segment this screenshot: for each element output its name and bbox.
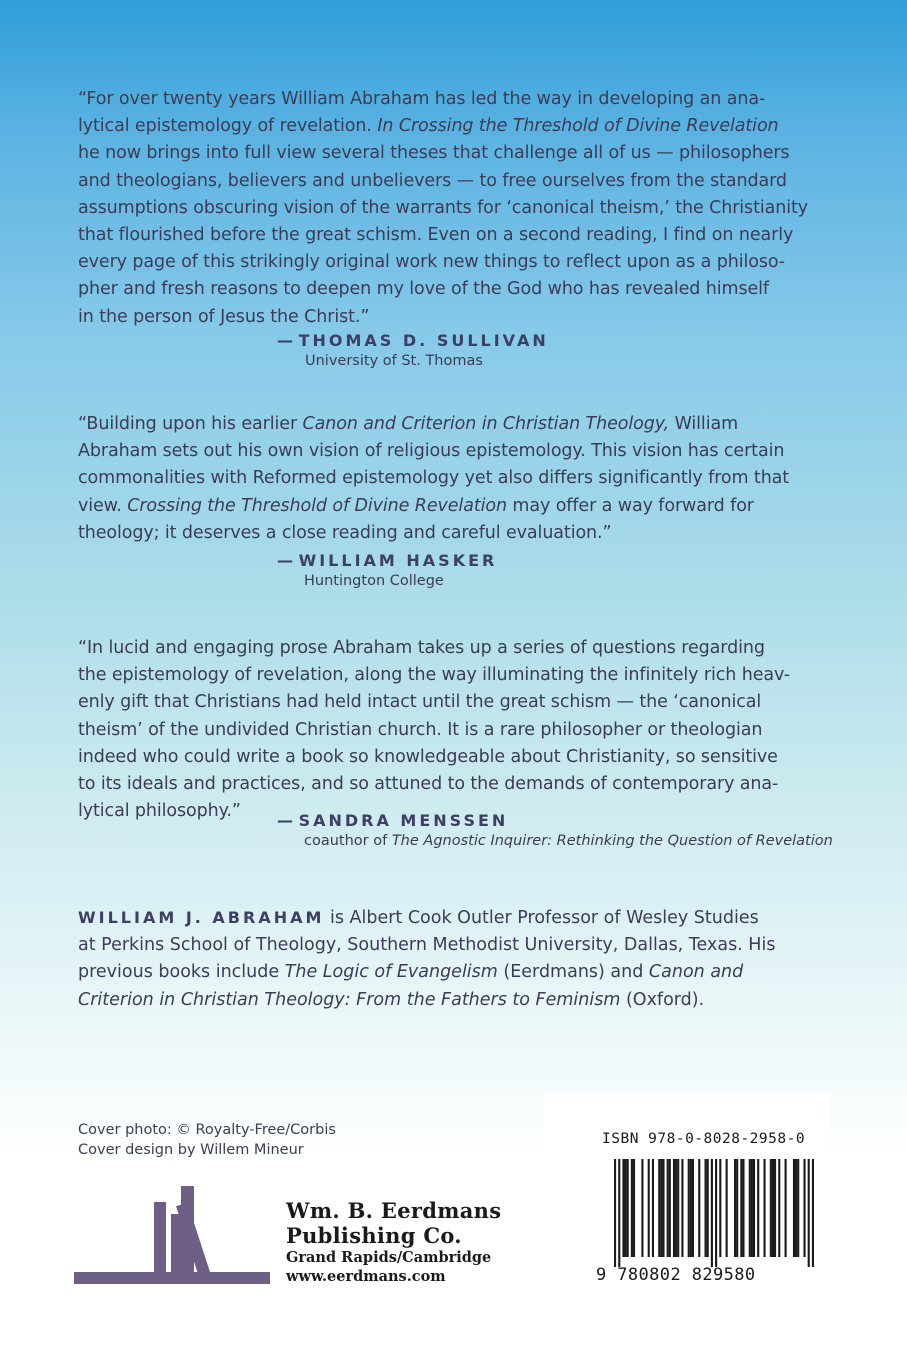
quote-line <box>78 411 789 438</box>
text-run: previous books include <box>78 962 285 982</box>
italic-text: Canon and <box>648 962 744 982</box>
barcode-bar <box>705 1159 707 1257</box>
quote-line <box>78 276 808 303</box>
barcode-bar <box>707 1159 709 1257</box>
quote-line <box>78 113 808 140</box>
text-run: assumptions obscuring vision of the warrants for ‘canonical theism,’ the Christianity <box>78 197 808 218</box>
barcode-bar <box>688 1159 690 1257</box>
text-run: lytical epistemology of revelation. <box>78 116 378 137</box>
attribution-person: THOMAS D. SULLIVAN <box>298 331 549 350</box>
barcode-bar <box>677 1159 679 1257</box>
text-run: coauthor of <box>304 833 392 849</box>
quote-3 <box>78 635 790 825</box>
cover-credits <box>78 1120 336 1160</box>
barcode-bar <box>633 1159 635 1257</box>
bio-line-1 <box>78 904 775 932</box>
quote-2-attribution <box>277 551 497 589</box>
quote-1 <box>78 86 808 331</box>
text-run: “For over twenty years William Abraham has led the way in developing an ana- <box>78 89 766 109</box>
text-run: and theologians, believers and unbelievers — to free ourselves from the standard <box>78 170 787 191</box>
barcode-bar <box>692 1159 694 1257</box>
barcode-bar <box>711 1159 713 1267</box>
text-run: is Albert Cook Outler Professor of Wesley Studies <box>324 908 759 928</box>
barcode-bar <box>618 1159 620 1267</box>
attribution-name <box>277 811 833 830</box>
text-run: in the person of Jesus the Christ.” <box>78 306 370 327</box>
barcode-bar <box>751 1159 753 1257</box>
barcode-bar <box>662 1159 664 1257</box>
quote-line <box>78 744 790 771</box>
barcode-bar <box>742 1159 744 1257</box>
barcode-bar <box>770 1159 772 1257</box>
italic-text: The Agnostic Inquirer: Rethinking the Question of Revelation <box>391 833 833 849</box>
barcode-bar <box>808 1159 810 1267</box>
barcode-bars <box>614 1159 814 1269</box>
attribution-name <box>277 551 497 570</box>
text-run: (Eerdmans) and <box>497 962 649 982</box>
quote-line <box>78 635 790 662</box>
quote-line <box>78 771 790 798</box>
barcode-bar <box>658 1159 660 1257</box>
barcode-bar <box>648 1159 650 1257</box>
text-run: “In lucid and engaging prose Abraham takes up a series of questions regarding <box>78 638 765 658</box>
barcode-bar <box>652 1159 654 1257</box>
attribution-name <box>277 331 549 350</box>
quote-3-attribution <box>277 811 833 849</box>
quote-line <box>78 249 808 276</box>
barcode-bar <box>812 1159 814 1267</box>
barcode-bar <box>622 1159 624 1257</box>
text-run: commonalities with Reformed epistemology yet also differs significantly from that <box>78 468 790 489</box>
barcode-bar <box>734 1159 736 1257</box>
bio-line-2 <box>78 932 775 960</box>
barcode-bar <box>795 1159 797 1257</box>
barcode-bar <box>641 1159 643 1257</box>
text-run: that flourished before the great schism. Even on a second reading, I find on nearly <box>78 224 794 245</box>
text-run: to its ideals and practices, and so attuned to the demands of contemporary ana- <box>78 773 779 794</box>
quote-line <box>78 140 808 167</box>
logo-book-1 <box>154 1202 166 1272</box>
quote-line <box>78 493 789 520</box>
text-run: theology; it deserves a close reading and careful evaluation.” <box>78 522 612 543</box>
publisher-books-logo <box>74 1186 270 1286</box>
barcode-bar <box>736 1159 738 1257</box>
text-run: enly gift that Christians had held intact until the great schism — the ‘canonical <box>78 692 762 713</box>
barcode-bar <box>763 1159 765 1257</box>
barcode-bar <box>675 1159 677 1257</box>
cover-photo-credit: Cover photo: © Royalty-Free/Corbis <box>78 1122 336 1138</box>
barcode-bar <box>631 1159 633 1257</box>
barcode-bar <box>749 1159 751 1257</box>
barcode-bar <box>753 1159 755 1257</box>
italic-text: Criterion in Christian Theology: From the Fathers to Feminism <box>78 989 621 1010</box>
text-run: the epistemology of revelation, along the way illuminating the infinitely rich heav- <box>78 665 790 686</box>
barcode-bar <box>797 1159 799 1257</box>
publisher-url: www.eerdmans.com <box>286 1268 446 1285</box>
publisher-name-line2: Publishing Co. <box>286 1223 462 1248</box>
barcode-number: 9 780802 829580 <box>596 1265 756 1285</box>
attribution-dash: — <box>277 551 299 570</box>
barcode-bar <box>785 1159 787 1257</box>
barcode-bar <box>681 1159 683 1257</box>
text-run: indeed who could write a book so knowledgeable about Christianity, so sensitive <box>78 746 778 767</box>
author-bio <box>78 904 775 1014</box>
barcode-bar <box>627 1159 629 1257</box>
text-run: Huntington College <box>304 573 444 589</box>
attribution-affiliation <box>305 353 549 369</box>
quote-line <box>78 222 808 249</box>
barcode-panel <box>544 1093 830 1293</box>
italic-text: Crossing the Threshold of Divine Revelation <box>127 495 507 516</box>
quote-line <box>78 168 808 195</box>
text-run: “Building upon his earlier <box>78 414 303 434</box>
barcode-bar <box>715 1159 717 1267</box>
quote-line <box>78 465 789 492</box>
cover-design-credit: Cover design by Willem Mineur <box>78 1142 304 1158</box>
quote-2 <box>78 411 789 547</box>
bio-line-3 <box>78 959 775 987</box>
quote-line <box>78 304 808 331</box>
author-name: WILLIAM J. ABRAHAM <box>78 908 325 927</box>
barcode-bar <box>793 1159 795 1257</box>
barcode-bar <box>667 1159 669 1257</box>
quote-line <box>78 438 789 465</box>
italic-text: In Crossing the Threshold of Divine Revelation <box>377 116 779 137</box>
italic-text: Canon and Criterion in Christian Theology, <box>302 414 670 434</box>
text-run: every page of this strikingly original work new things to reflect upon as a philoso- <box>78 252 786 273</box>
barcode-bar <box>772 1159 774 1257</box>
isbn-label: ISBN 978-0-8028-2958-0 <box>602 1131 806 1147</box>
barcode-bar <box>614 1159 616 1267</box>
attribution-dash: — <box>277 811 299 830</box>
attribution-dash: — <box>277 331 299 350</box>
attribution-affiliation <box>304 833 833 849</box>
barcode-bar <box>719 1159 721 1257</box>
text-run: may offer a way forward for <box>506 495 754 516</box>
quote-1-attribution <box>277 331 549 369</box>
text-run: theism’ of the undivided Christian church. It is a rare philosopher or theologian <box>78 719 763 740</box>
barcode-bar <box>740 1159 742 1257</box>
text-run: he now brings into full view several theses that challenge all of us — philosophers <box>78 143 790 164</box>
barcode-bar <box>625 1159 627 1257</box>
attribution-person: WILLIAM HASKER <box>298 551 498 570</box>
text-run: Abraham sets out his own vision of religious epistemology. This vision has certain <box>78 441 785 462</box>
text-run: at Perkins School of Theology, Southern Methodist University, Dallas, Texas. His <box>78 934 776 955</box>
barcode-bar <box>698 1159 700 1257</box>
quote-line <box>78 717 790 744</box>
logo-shelf <box>74 1272 270 1284</box>
publisher-block <box>286 1198 501 1286</box>
text-run: lytical philosophy.” <box>78 801 241 822</box>
barcode-bar <box>803 1159 805 1257</box>
quote-line <box>78 689 790 716</box>
barcode-bar <box>774 1159 776 1257</box>
barcode-bar <box>660 1159 662 1257</box>
barcode-bar <box>757 1159 759 1257</box>
barcode-bar <box>778 1159 780 1257</box>
quote-line <box>78 86 808 113</box>
barcode-bar <box>690 1159 692 1257</box>
publisher-location: Grand Rapids/Cambridge <box>286 1249 492 1266</box>
text-run: University of St. Thomas <box>305 353 483 369</box>
barcode-bar <box>669 1159 671 1257</box>
text-run: pher and fresh reasons to deepen my love of the God who has revealed himself <box>78 279 769 300</box>
text-run: (Oxford). <box>620 989 705 1010</box>
quote-line <box>78 662 790 689</box>
quote-line <box>78 195 808 222</box>
attribution-affiliation <box>304 573 497 589</box>
quote-line <box>78 520 789 547</box>
publisher-name-line1: Wm. B. Eerdmans <box>286 1198 502 1223</box>
bio-line-4 <box>78 987 775 1015</box>
barcode-bar <box>726 1159 728 1257</box>
italic-text: The Logic of Evangelism <box>284 962 498 982</box>
text-run: view. <box>78 495 128 516</box>
barcode-bar <box>673 1159 675 1257</box>
text-run: William <box>669 414 739 434</box>
attribution-person: SANDRA MENSSEN <box>298 811 509 830</box>
